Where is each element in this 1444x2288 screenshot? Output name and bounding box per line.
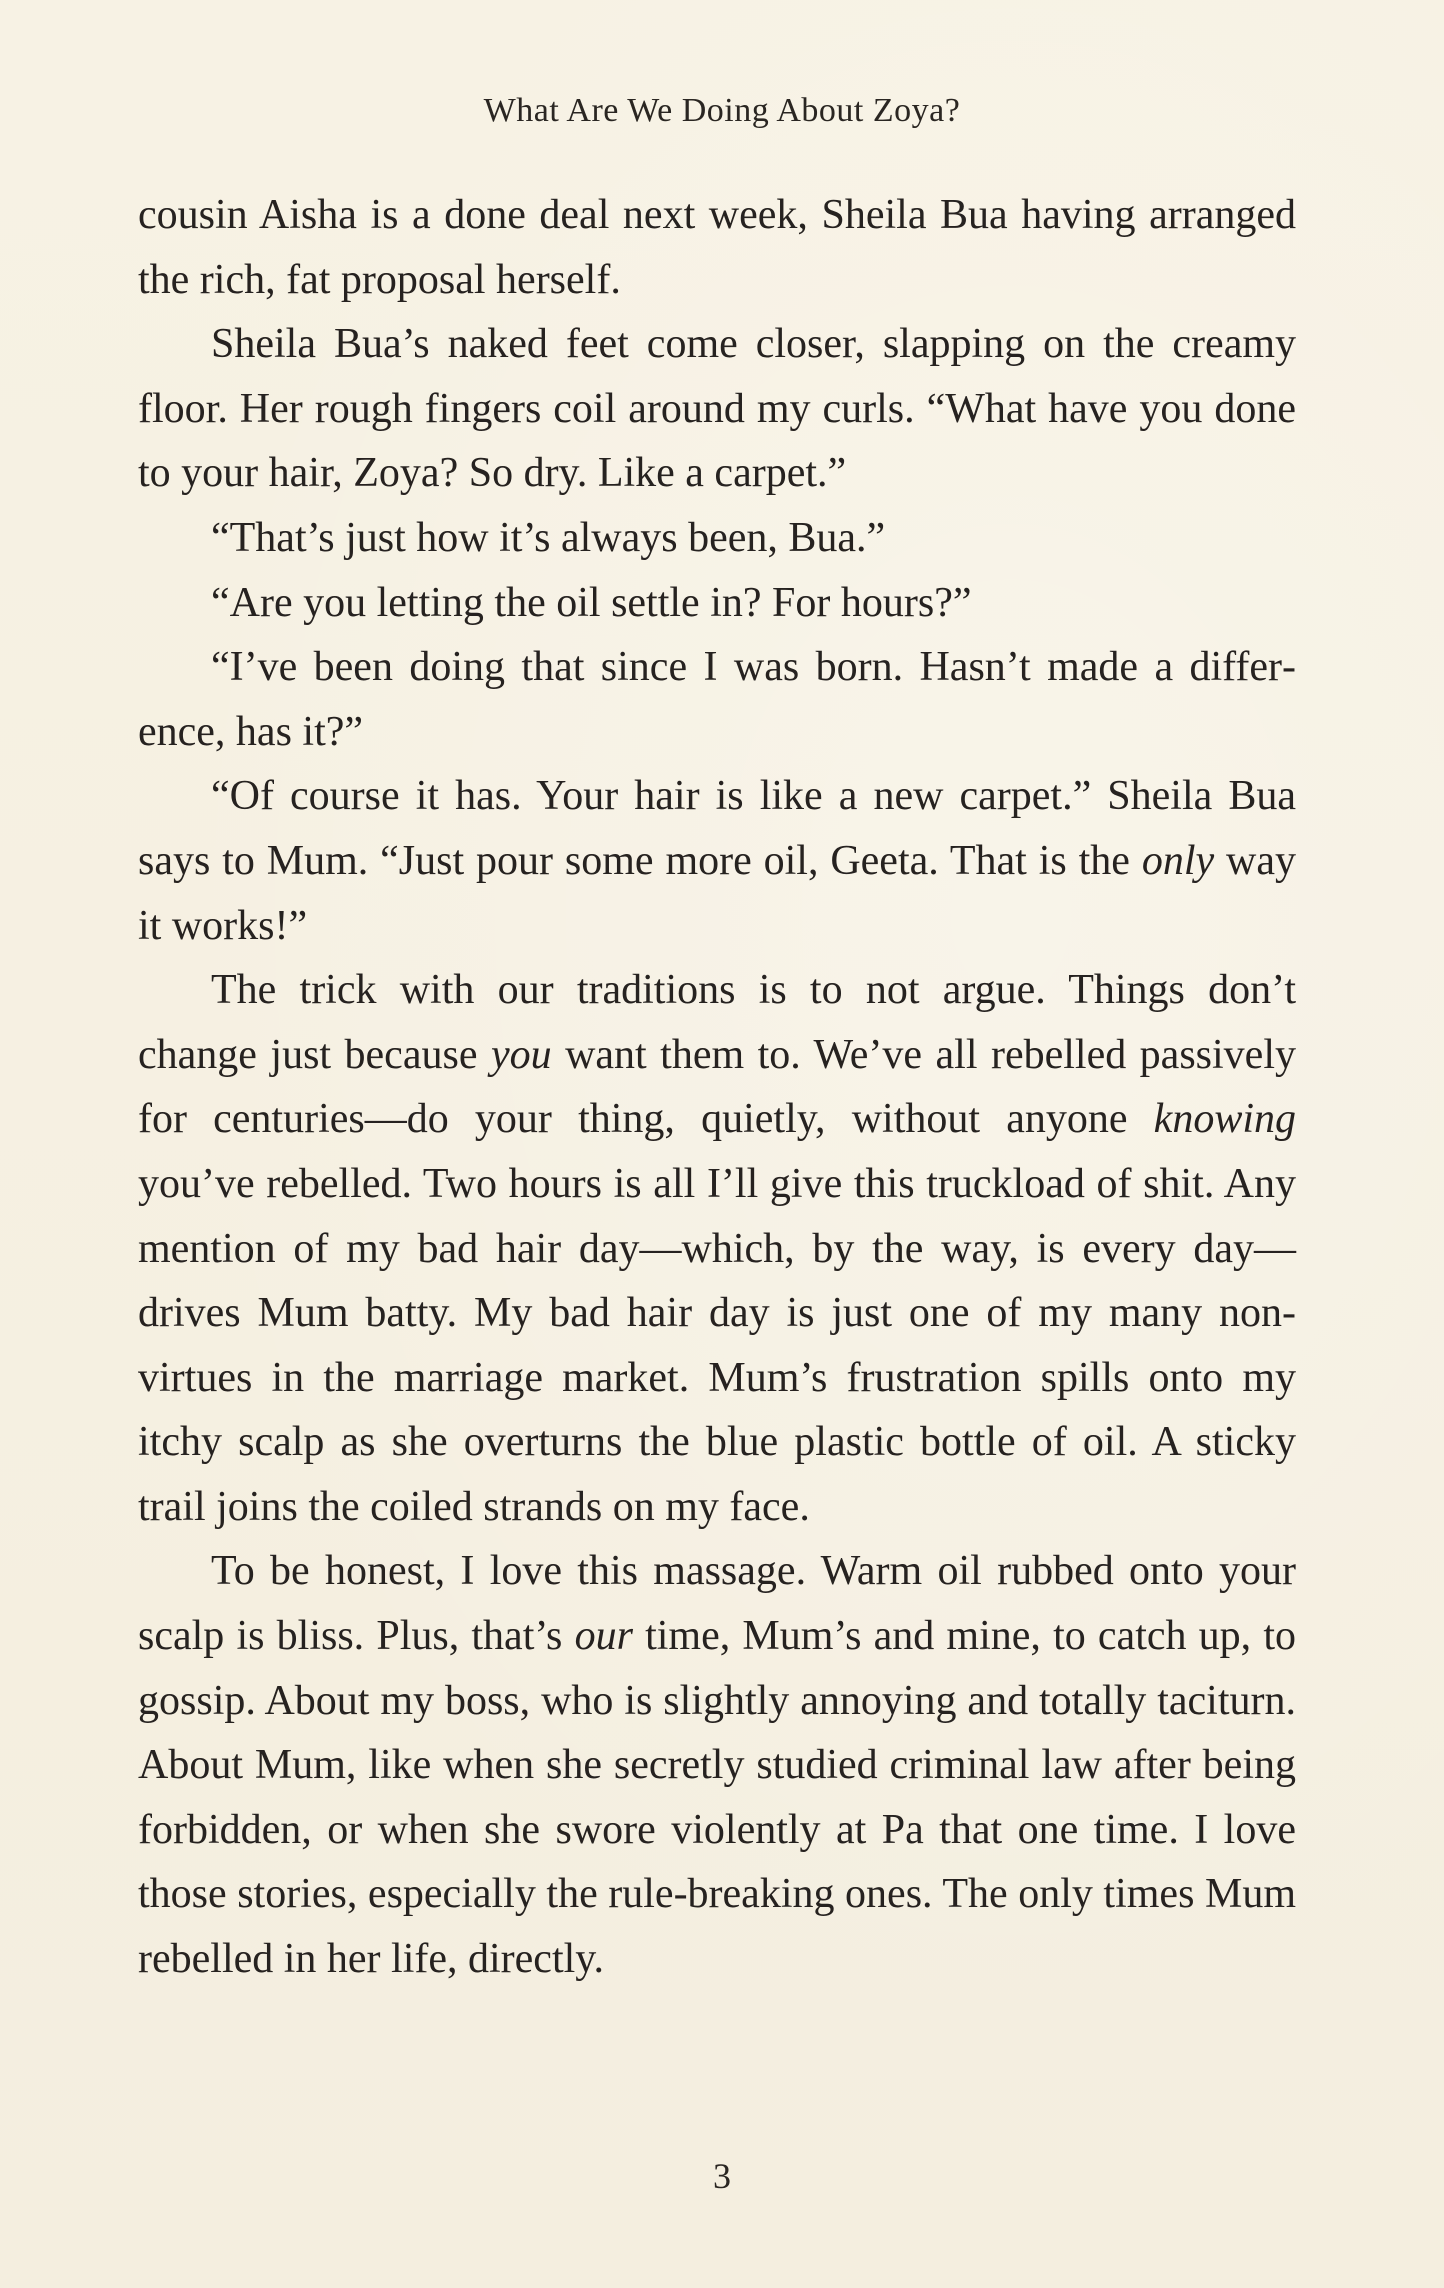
paragraph-2: Sheila Bua’s naked feet come closer, slapping on the creamy floor. Her rough fingers coil around my curls. “What have you done to your hair, Zoya? So dry. Like a carpet.” xyxy=(138,321,1296,497)
body-text xyxy=(138,183,1296,1992)
text-run: time, Mum’s and mine, to catch up, to gossip. About my boss, who is slightly annoying and totally taciturn. About Mum, like when she secretly studied criminal law after being forbidden, or when she swore violently at Pa that one time. I love those stories, especially the rule-breaking ones. The only times Mum rebelled in her life, directly. xyxy=(138,1613,1297,1983)
paragraph-3: “That’s just how it’s always been, Bua.” xyxy=(211,514,886,561)
page-number: 3 xyxy=(713,2156,731,2196)
text-run: way it works!” xyxy=(138,837,1296,949)
paragraph-6 xyxy=(138,764,1296,958)
text-run: To be honest, I love this massage. Warm oil rubbed onto your scalp is bliss. Plus, that’s xyxy=(138,1548,1296,1660)
text-run: “Of course it has. Your hair is like a new carpet.” Sheila Bua says to Mum. “Just pour some more oil, Geeta. That is the xyxy=(138,773,1296,884)
emphasis-text: our xyxy=(574,1613,633,1660)
running-head: What Are We Doing About Zoya? xyxy=(483,92,961,129)
paragraph-5: “I’ve been doing that since I was born. Hasn’t made a difference, has it?” xyxy=(138,644,1296,755)
text-run: you’ve rebelled. Two hours is all I’ll give this truckload of shit. Any mention of my bad hair day—which, by the way, is every day—drives Mum batty. My bad hair day is just one of my many non-virtues in the marriage market. Mum’s frustration spills onto my itchy scalp as she overturns the blue plastic bottle of oil. A sticky trail joins the coiled strands on my face. xyxy=(138,1160,1296,1530)
emphasis-text: knowing xyxy=(1153,1096,1296,1143)
paragraph-8 xyxy=(138,1539,1296,1991)
text-run: The trick with our traditions is to not argue. Things don’t change just because xyxy=(138,967,1296,1078)
paragraph-1: cousin Aisha is a done deal next week, Sheila Bua having arranged the rich, fat proposal herself. xyxy=(138,192,1296,303)
text-run: want them to. We’ve all rebelled passively for centuries—do your thing, quietly, without anyone xyxy=(138,1031,1296,1143)
emphasis-text: you xyxy=(490,1031,552,1078)
paragraph-4: “Are you letting the oil settle in? For hours?” xyxy=(211,579,972,626)
emphasis-text: only xyxy=(1141,837,1215,884)
paragraph-7 xyxy=(138,958,1296,1539)
